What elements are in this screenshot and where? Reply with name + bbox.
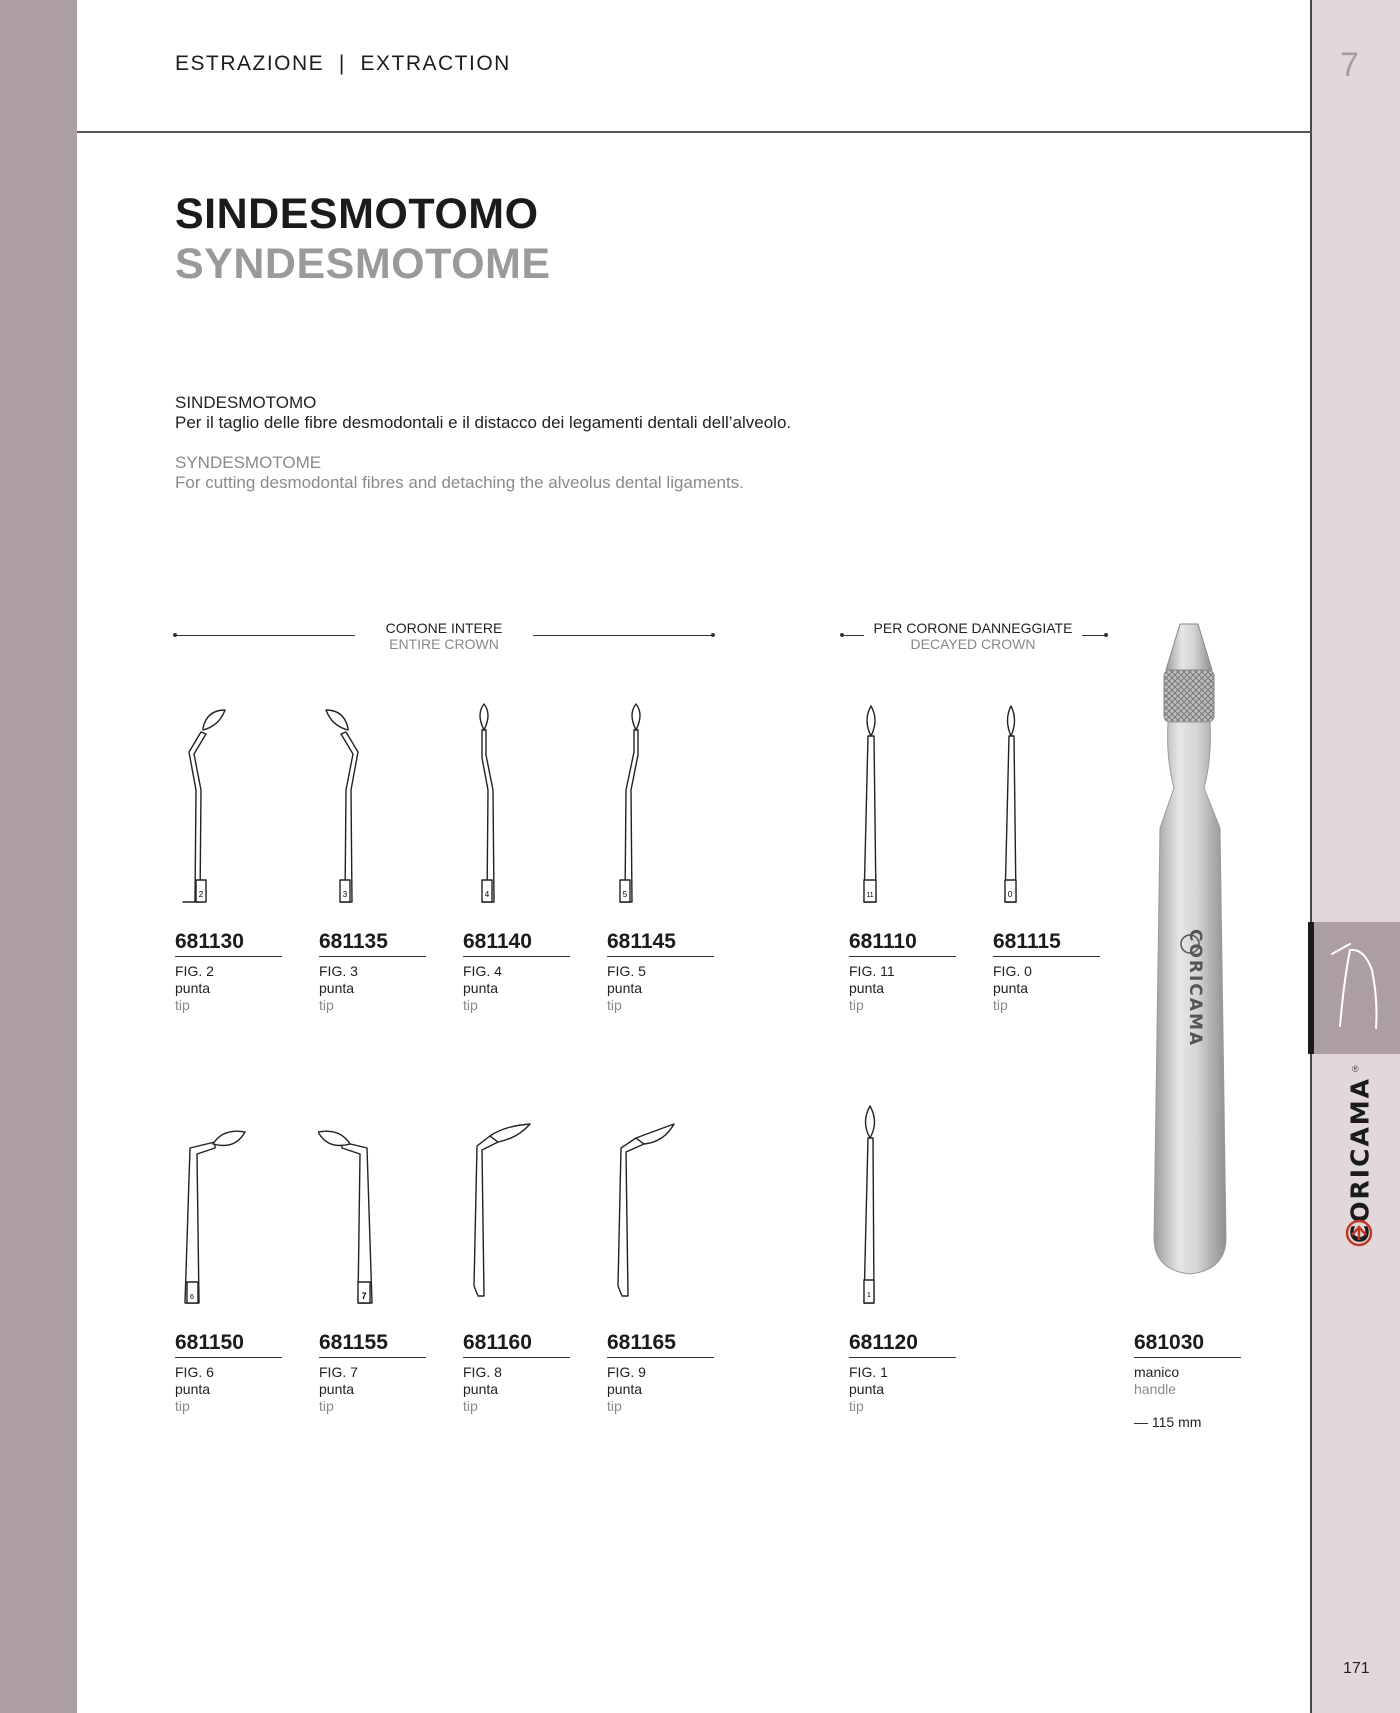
product-rule (607, 1357, 714, 1358)
product-desc-en: tip (175, 997, 190, 1013)
instrument-tip-fig6 (175, 1120, 255, 1310)
group-entire-it: CORONE INTERE (385, 620, 503, 636)
handle-desc-en: handle (1134, 1381, 1177, 1397)
product-info (463, 1364, 502, 1415)
divider-line (533, 635, 713, 636)
product-desc-en: tip (849, 997, 864, 1013)
product-fig: FIG. 11 (849, 963, 895, 979)
product-desc-it: punta (463, 980, 499, 996)
product-fig: FIG. 0 (993, 963, 1032, 979)
fig-number-label: 6 (190, 1294, 194, 1301)
instrument-tip-fig8 (460, 1120, 540, 1310)
product-info (175, 1364, 214, 1415)
instrument-tip-fig3 (318, 700, 398, 910)
product-fig: FIG. 6 (175, 1364, 214, 1380)
product-code: 681160 (463, 1331, 532, 1354)
description-it-text: Per il taglio delle fibre desmodontali e il distacco dei legamenti dentali dell’alveolo. (175, 413, 792, 432)
page-number: 171 (1343, 1660, 1370, 1677)
instrument-tip-fig9 (604, 1120, 684, 1310)
product-desc-it: punta (175, 1381, 211, 1397)
product-fig: FIG. 4 (463, 963, 502, 979)
product-fig: FIG. 1 (849, 1364, 888, 1380)
divider-dot (1104, 633, 1108, 637)
product-desc-en: tip (993, 997, 1008, 1013)
instrument-tip-fig11 (842, 700, 902, 910)
fig-number-label: 4 (484, 890, 490, 899)
section-header: ESTRAZIONE | EXTRACTION (175, 52, 511, 75)
product-rule (1134, 1357, 1241, 1358)
product-info (463, 963, 502, 1014)
product-code: 681140 (463, 930, 532, 953)
divider-line (842, 635, 864, 636)
trademark-mark: ® (1352, 1064, 1359, 1074)
fig-number-label: 2 (198, 890, 204, 899)
product-info (993, 963, 1032, 1014)
right-divider (1310, 0, 1312, 1713)
product-desc-en: tip (849, 1398, 864, 1414)
handle-size: — 115 mm (1134, 1414, 1202, 1430)
product-desc-en: tip (175, 1398, 190, 1414)
handle-info (1134, 1364, 1179, 1398)
product-rule (849, 1357, 956, 1358)
instrument-tip-fig5 (604, 700, 684, 910)
product-rule (175, 1357, 282, 1358)
extraction-forceps-icon (1320, 940, 1400, 1040)
product-desc-it: punta (319, 980, 355, 996)
product-rule (319, 1357, 426, 1358)
instrument-tip-fig0 (985, 700, 1045, 910)
page-title: SINDESMOTOMO (175, 190, 539, 238)
product-desc-it: punta (463, 1381, 499, 1397)
product-desc-en: tip (463, 1398, 478, 1414)
handle-illustration (1130, 618, 1250, 1278)
product-desc-en: tip (463, 997, 478, 1013)
brand-logo-icon (1344, 1218, 1374, 1248)
product-rule (607, 956, 714, 957)
product-code: 681150 (175, 1331, 244, 1354)
instrument-tip-fig4 (460, 700, 540, 910)
product-code: 681130 (175, 930, 244, 953)
divider-dot (711, 633, 715, 637)
product-code: 681115 (993, 930, 1061, 953)
product-desc-en: tip (319, 997, 334, 1013)
product-fig: FIG. 2 (175, 963, 214, 979)
fig-number-label: 1 (867, 1292, 871, 1299)
header-divider (77, 131, 1312, 133)
left-color-band (0, 0, 77, 1713)
group-entire-en: ENTIRE CROWN (389, 636, 499, 652)
product-desc-it: punta (607, 1381, 643, 1397)
fig-number-label: 7 (361, 1291, 367, 1301)
product-desc-it: punta (849, 980, 885, 996)
handle-code: 681030 (1134, 1331, 1205, 1354)
product-desc-it: punta (849, 1381, 885, 1397)
group-decayed-crown (864, 620, 1082, 652)
product-rule (849, 956, 956, 957)
chapter-number: 7 (1340, 46, 1359, 84)
product-info (319, 963, 358, 1014)
product-fig: FIG. 8 (463, 1364, 502, 1380)
product-desc-en: tip (607, 997, 622, 1013)
product-rule (993, 956, 1100, 957)
divider-line (1082, 635, 1106, 636)
group-entire-crown (355, 620, 533, 652)
fig-number-label: 11 (866, 892, 874, 899)
product-rule (175, 956, 282, 957)
group-decayed-it: PER CORONE DANNEGGIATE (873, 620, 1073, 636)
fig-number-label: 5 (622, 890, 628, 899)
product-code: 681145 (607, 930, 676, 953)
right-color-band (1312, 0, 1400, 1713)
description-en-title: SYNDESMOTOME (175, 453, 322, 472)
instrument-tip-fig1 (842, 1100, 902, 1310)
product-desc-en: tip (319, 1398, 334, 1414)
description-en-text: For cutting desmodontal fibres and detaching the alveolus dental ligaments. (175, 473, 744, 492)
description-it-title: SINDESMOTOMO (175, 393, 317, 412)
product-code: 681110 (849, 930, 917, 953)
product-info (607, 963, 646, 1014)
product-rule (319, 956, 426, 957)
fig-number-label: 3 (342, 890, 348, 899)
instrument-tip-fig2 (175, 700, 255, 910)
product-info (607, 1364, 646, 1415)
product-desc-it: punta (175, 980, 211, 996)
product-info (319, 1364, 358, 1415)
product-desc-it: punta (319, 1381, 355, 1397)
product-fig: FIG. 7 (319, 1364, 358, 1380)
sidebar-brand-text: CORICAMA (1345, 1076, 1375, 1244)
handle-desc-it: manico (1134, 1364, 1180, 1380)
product-desc-en: tip (607, 1398, 622, 1414)
product-info (175, 963, 214, 1014)
product-code: 681165 (607, 1331, 676, 1354)
group-decayed-en: DECAYED CROWN (910, 636, 1036, 652)
sidebar-brand (1340, 1076, 1380, 1244)
product-desc-it: punta (993, 980, 1029, 996)
divider-line (175, 635, 355, 636)
product-code: 681155 (319, 1331, 388, 1354)
product-info (849, 963, 895, 1014)
product-fig: FIG. 3 (319, 963, 358, 979)
page-subtitle: SYNDESMOTOME (175, 240, 551, 288)
product-fig: FIG. 5 (607, 963, 646, 979)
fig-number-label: 0 (1007, 890, 1013, 899)
sidebar-active-indicator (1308, 922, 1314, 1054)
product-code: 681120 (849, 1331, 918, 1354)
product-code: 681135 (319, 930, 388, 953)
instrument-tip-fig7 (318, 1120, 398, 1310)
handle-engraving: CORICAMA (1185, 928, 1205, 1048)
product-desc-it: punta (607, 980, 643, 996)
product-rule (463, 1357, 570, 1358)
product-fig: FIG. 9 (607, 1364, 646, 1380)
product-info (849, 1364, 888, 1415)
product-rule (463, 956, 570, 957)
